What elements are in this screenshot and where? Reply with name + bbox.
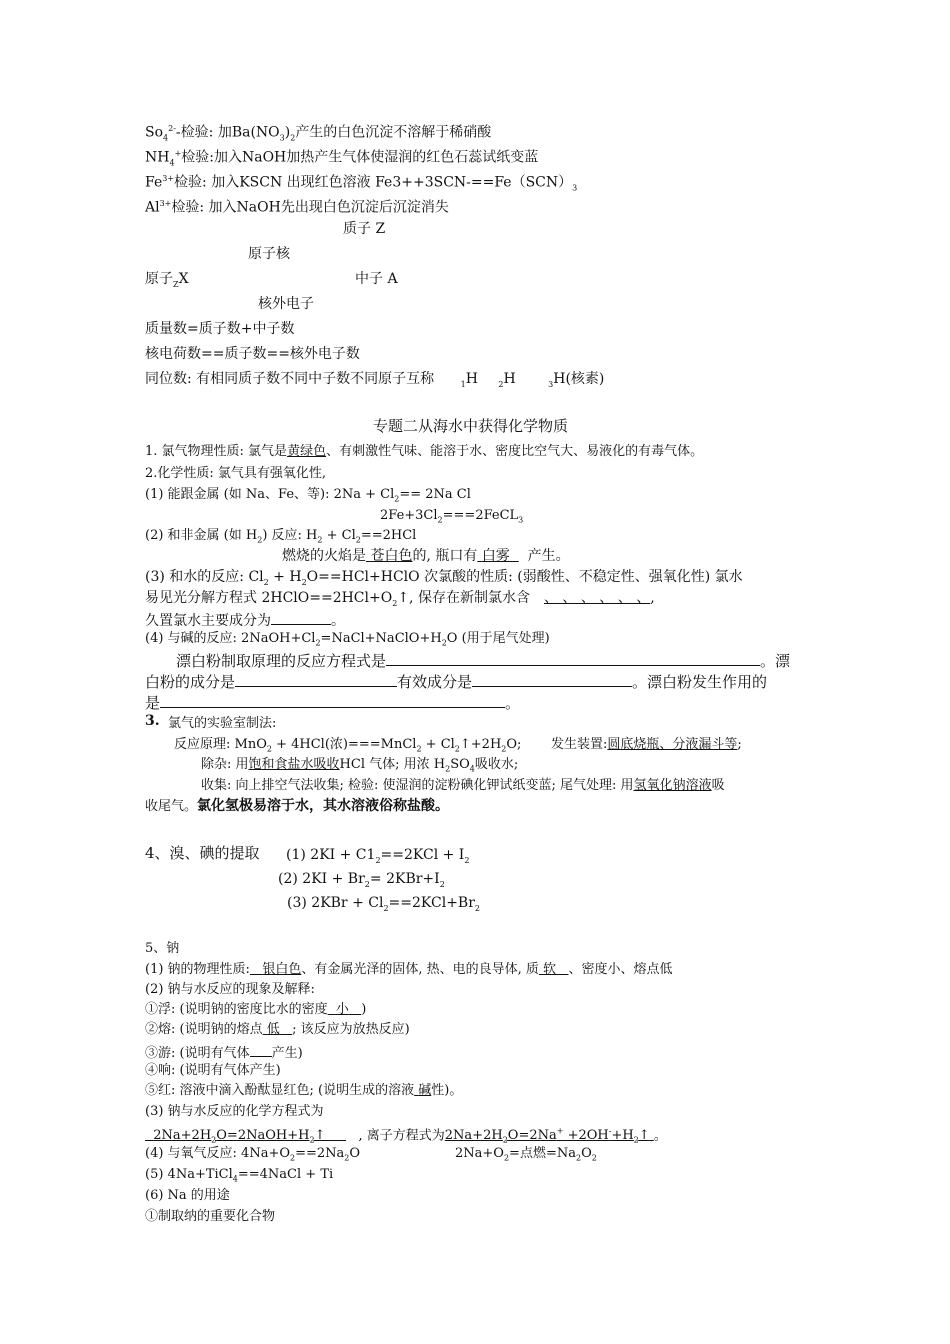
- chlorine-physical-line: 1. 氯气物理性质: 氯气是黄绿色、有刺激性气味、能溶于水、密度比空气大、易液化的有毒气体。: [145, 444, 704, 459]
- atom-electron: 核外电子: [258, 296, 314, 312]
- answer-blank[interactable]: [271, 610, 331, 625]
- sodium-water-phenomena: (2) 钠与水反应的现象及解释:: [145, 982, 315, 997]
- sodium-oxygen-burn: $2Na+O_2=$点燃$=Na_2O_2$: [455, 1146, 597, 1163]
- reaction-nonmetal-line: (2) 和非金属 (如 $H_2$) 反应: $H_2 + Cl_2==2HCl$: [145, 528, 417, 545]
- sodium-physical-line: (1) 钠的物理性质: 银白色、有金属光泽的固体, 热、电的良导体, 质 软 、密度小、熔点低: [145, 962, 673, 977]
- flame-line: 燃烧的火焰是 苍白色的, 瓶口有 白雾 产生。: [282, 548, 570, 564]
- phenomenon-float: ①浮: (说明钠的密度比水的密度 小 ): [145, 1002, 367, 1017]
- answer-blank[interactable]: [386, 651, 760, 666]
- lab-purify-line: 除杂: 用饱和食盐水吸收HCl 气体; 用浓 $H_2SO_4$吸收水;: [201, 757, 519, 774]
- topic2-title: 专题二从海水中获得化学物质: [373, 417, 569, 435]
- lab-apparatus-line: 发生装置:圆底烧瓶、分液漏斗等;: [551, 737, 742, 752]
- answer-blank[interactable]: [472, 672, 632, 687]
- sodium-ticl4-line: (5) 4Na+TiCl$_4$==4NaCl + Ti: [145, 1167, 334, 1184]
- answer-blank[interactable]: [235, 672, 397, 687]
- so4-test-line: $So_4^{2-}-$检验: 加$Ba(NO_3)_2$产生的白色沉淀不溶解于稀硝酸: [145, 124, 492, 143]
- sodium-oxygen-line: (4) 与氧气反应: $4Na+O_2==2Na_2O$: [145, 1146, 361, 1163]
- lab-tail-line: 收尾气。氯化氢极易溶于水，其水溶液俗称盐酸。: [145, 798, 450, 814]
- hclo-decomposition-line: 易见光分解方程式 $2HClO==2HCl+O_2↑$, 保存在新制氯水含 、 、 、 、 、 、,: [145, 590, 655, 608]
- phenomenon-swim: ③游: (说明有气体 产生): [145, 1042, 303, 1063]
- nuclear-charge-line: 核电荷数==质子数==核外电子数: [145, 346, 360, 362]
- al3-test-line: $Al^{3+}$检验: 加入NaOH先出现白色沉淀后沉淀消失: [145, 199, 449, 216]
- lab-principle-line: 反应原理: MnO$_2$ + 4HCl(浓)===MnCl$_2$ + $Cl_2↑+2H_2O$;: [174, 737, 522, 754]
- isotope-line: 同位数: 有相同质子数不同中子数不同原子互称 $_1$H $_2$H $_3$H(核素): [145, 371, 605, 389]
- reaction-iron-line: $2Fe+3Cl_2===2FeCL_3$: [380, 508, 524, 525]
- bromine-iodine-reaction-2: (2) $2KI + Br_2= 2KBr+I_2$: [278, 871, 445, 889]
- sodium-water-equation-title: (3) 钠与水反应的化学方程式为: [145, 1104, 324, 1119]
- phenomenon-melt: ②熔: (说明钠的熔点 低 ; 该反应为放热反应): [145, 1022, 410, 1037]
- bromine-iodine-reaction-1: (1) $2KI + C1_2==2KCl + I_2$: [286, 847, 470, 865]
- answer-blank[interactable]: [160, 693, 505, 708]
- section3-title: 氯气的实验室制法:: [168, 716, 277, 731]
- atom-neutron: 中子 A: [355, 271, 398, 287]
- section5-title: 5、钠: [145, 941, 180, 956]
- atom-nucleus: 原子核: [248, 246, 290, 262]
- fe3-test-line: $Fe^{3+}$检验: 加入KSCN 出现红色溶液 $Fe3++3SCN-==Fe(SCN)_3$: [145, 174, 578, 193]
- bleach-line-1: 漂白粉制取原理的反应方程式是 。漂: [176, 652, 791, 670]
- section4-title: 4、溴、碘的提取: [145, 844, 260, 862]
- mass-number-line: 质量数=质子数+中子数: [145, 321, 295, 337]
- atom-label: 原子$_Z$X: [145, 271, 189, 289]
- bleach-line-3: 是 。: [145, 694, 521, 712]
- reaction-water-line: (3) 和水的反应: $Cl_2$ + $H_2O==HCl+HClO$ 次氯酸的性质: (弱酸性、不稳定性、强氧化性) 氯水: [145, 569, 743, 587]
- bromine-iodine-reaction-3: (3) $2KBr + Cl_2==2KCl+Br_2$: [287, 895, 480, 913]
- old-chlorine-water-line: 久置氯水主要成分为 。: [145, 610, 345, 630]
- sodium-water-equations: $2Na+2H_2O=2NaOH+H_2↑$ , 离子方程式为$2Na+2H_2O=2Na^+$ $+2OH^-+H_2↑$ 。: [153, 1127, 667, 1145]
- sodium-use-1: ①制取纳的重要化合物: [145, 1209, 276, 1224]
- reaction-metal-line: (1) 能跟金属 (如 Na、Fe、等): $2Na + Cl_2== 2Na$ Cl: [145, 487, 471, 504]
- phenomenon-sound: ④响: (说明有气体产生): [145, 1063, 281, 1078]
- atom-proton: 质子 Z: [343, 221, 386, 237]
- section3-number: 3.: [145, 713, 160, 729]
- reaction-base-line: (4) 与碱的反应: $2NaOH+Cl_2=NaCl+NaClO+H_2O$ (用于尾气处理): [145, 631, 550, 648]
- phenomenon-red: ⑤红: 溶液中滴入酚酞显红色; (说明生成的溶液 碱性)。: [145, 1083, 463, 1098]
- sodium-uses-title: (6) Na 的用途: [145, 1188, 230, 1203]
- lab-collect-line: 收集: 向上排空气法收集; 检验: 使湿润的淀粉碘化钾试纸变蓝; 尾气处理: 用氢氧化钠溶液吸: [201, 778, 725, 793]
- bleach-line-2: 白粉的成分是 有效成分是 。漂白粉发生作用的: [145, 673, 768, 691]
- nh4-test-line: $NH_4^+$检验:加入NaOH加热产生气体使湿润的红色石蕊试纸变蓝: [145, 149, 539, 168]
- chlorine-chemical-line: 2.化学性质: 氯气具有强氧化性,: [145, 466, 327, 481]
